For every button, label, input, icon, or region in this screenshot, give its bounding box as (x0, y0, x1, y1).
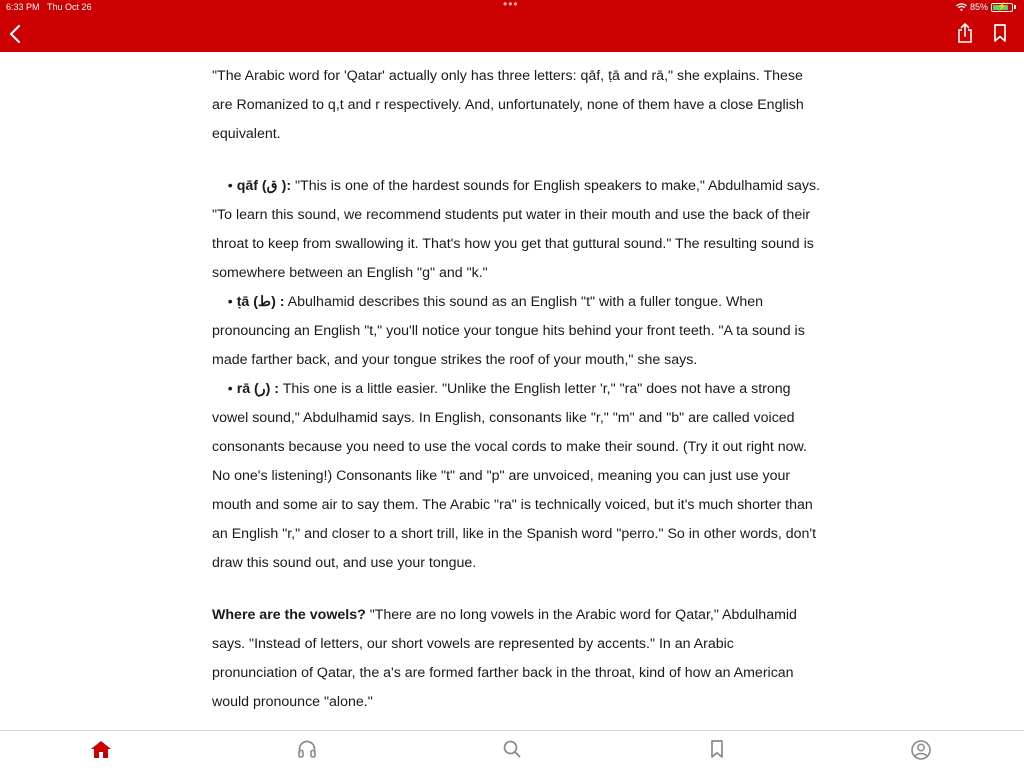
bullet-text: This one is a little easier. "Unlike the English letter 'r," "ra" does not have a strong vowel sound," Abdulhamid says. In English, consonants like "r," "m" and "b" are called voiced consonants because you need to use the vocal cords to make their sound. (Try it out right now. No one's listening!) Consonants like "t" and "p" are unvoiced, meaning you can just use your mouth and some air to say them. The Arabic "ra" is technically voiced, but it's much shorter than an English "r," and closer to a short trill, like in the Spanish word "perro." So in other words, don't draw this sound out, and use your tongue. (212, 381, 817, 571)
home-icon (90, 739, 112, 759)
bookmark-button[interactable] (991, 23, 1009, 43)
vowels-paragraph (212, 601, 822, 717)
bullet-ra: • rā (ر) : This one is a little easier. "Unlike the English letter 'r," "ra" does not have a strong vowel sound," Abdulhamid says. In English, consonants like "r," "m" and "b" are called voiced consonants because you need to use the vocal cords to make their sound. (Try it out right now. No one's listening!) Consonants like "t" and "p" are unvoiced, meaning you can just use your mouth and some air to say them. The Arabic "ra" is technically voiced, but it's much shorter than an English "r," and closer to a short trill, like in the Spanish word "perro." So in other words, don't draw this sound out, and use your tongue. (212, 381, 817, 571)
battery-tip (1014, 5, 1016, 9)
bullet-text: "This is one of the hardest sounds for English speakers to make," Abdulhamid says. "To learn this sound, we recommend students put water in their mouth and use the back of their throat to keep from swallowing it. That's how you get that guttural sound." The resulting sound is somewhere between an English "g" and "k." (212, 178, 821, 281)
multitasking-dots-icon[interactable]: ••• (503, 0, 519, 11)
search-icon (501, 739, 523, 759)
article-intro: "The Arabic word for 'Qatar' actually only has three letters: qāf, ṭā and rā," she explains. These are Romanized to q,t and r respectively. And, unfortunately, none of them have a close English equivalent. (212, 68, 804, 142)
bullet-term: ṭā (ط) : (236, 294, 285, 310)
charging-bolt-icon: ⚡ (997, 1, 1007, 11)
status-clock: 6:33 PM (6, 2, 40, 12)
share-button[interactable] (955, 22, 975, 44)
tab-bar (0, 730, 1024, 768)
tab-audio[interactable] (296, 739, 320, 761)
tab-home[interactable] (90, 739, 114, 761)
bullet-text: Abulhamid describes this sound as an English "t" with a fuller tongue. When pronouncing an English "t," you'll notice your tongue hits behind your front teeth. "A ta sound is made farther back, and your tongue strikes the roof of your mouth," she says. (212, 294, 805, 368)
bookmark-icon (706, 739, 728, 759)
bullet-term: qāf (ق ): (236, 178, 292, 194)
bullet-term: rā (ر) : (236, 381, 280, 397)
tab-saved[interactable] (706, 739, 730, 761)
vowels-heading: Where are the vowels? (212, 607, 366, 623)
status-indicators (956, 2, 1016, 12)
chevron-left-icon (6, 23, 26, 45)
back-button[interactable] (6, 23, 26, 45)
share-icon (955, 22, 975, 44)
profile-icon (910, 739, 932, 761)
vowels-text: "There are no long vowels in the Arabic word for Qatar," Abdulhamid says. "Instead of letters, our short vowels are represented by accents." In an Arabic pronunciation of Qatar, the a's are formed farther back in the throat, kind of how an American would pronounce "alone." (212, 607, 797, 710)
bookmark-icon (991, 23, 1009, 43)
app-header (0, 0, 1024, 52)
bullet-qaf: • qāf (ق ): "This is one of the hardest sounds for English speakers to make," Abdulhamid says. "To learn this sound, we recommend students put water in their mouth and use the back of their throat to keep from swallowing it. That's how you get that guttural sound." The resulting sound is somewhere between an English "g" and "k." (212, 178, 821, 281)
bullet-ta: • ṭā (ط) : Abulhamid describes this sound as an English "t" with a fuller tongue. When pronouncing an English "t," you'll notice your tongue hits behind your front teeth. "A ta sound is made farther back, and your tongue strikes the roof of your mouth," she says. (212, 294, 805, 368)
article-body (212, 62, 822, 717)
battery-icon (991, 3, 1013, 12)
wifi-icon (956, 3, 967, 11)
status-time (6, 2, 92, 12)
headphones-icon (296, 739, 318, 759)
battery-percent: 85% (969, 2, 988, 12)
tab-profile[interactable] (910, 739, 934, 761)
tab-search[interactable] (501, 739, 525, 761)
status-date: Thu Oct 26 (47, 2, 92, 12)
